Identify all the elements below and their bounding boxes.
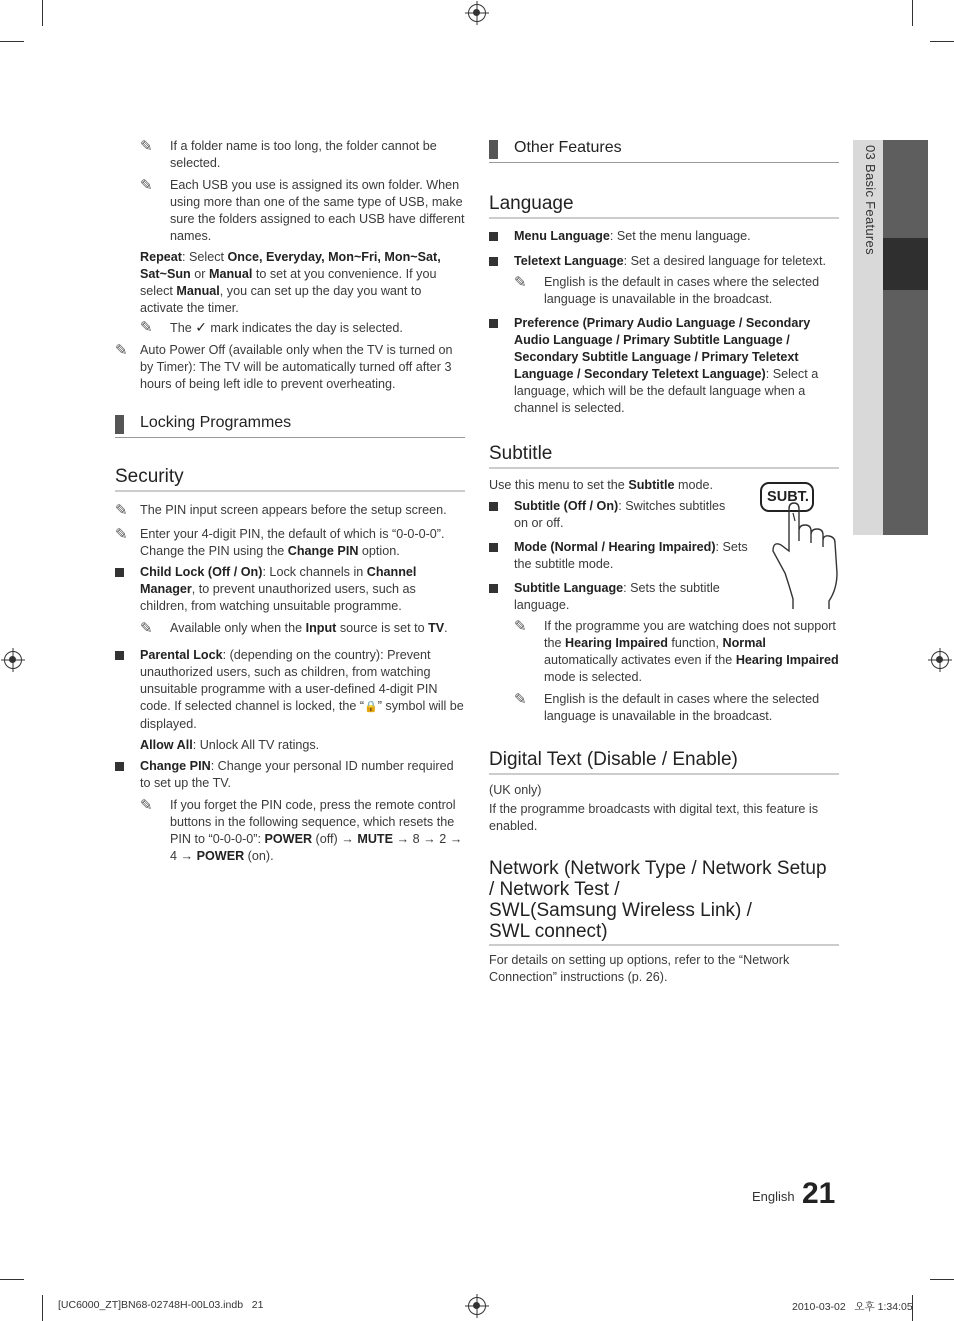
english-default-note-2: ✎ English is the default in cases where the selected language is unavailable in the broadcast. [514, 691, 820, 723]
page-number: 21 [802, 1177, 836, 1210]
crop-mark [42, 1295, 43, 1321]
english-default-note: ✎ English is the default in cases where the selected language is unavailable in the broadcast. [514, 274, 820, 306]
note-icon: ✎ [140, 797, 153, 814]
section-header-other: Other Features [489, 138, 839, 163]
bullet-square [489, 502, 498, 511]
security-title: Security [115, 466, 465, 492]
bullet-square [489, 319, 498, 328]
language-title: Language [489, 193, 839, 219]
section-bar [115, 415, 124, 434]
bullet-square [115, 762, 124, 771]
menu-language-item: Menu Language: Set the menu language. [489, 228, 839, 245]
crop-mark [912, 0, 913, 26]
auto-power-note: ✎ Auto Power Off (available only when the TV is turned on by Timer): The TV will be automatically turned off after 3 hours of being left idle to prevent overheating. [115, 342, 453, 391]
child-lock-item: Child Lock (Off / On): Lock channels in Channel Manager, to prevent unauthorized users, such as children, from watching unsuitable programme. [115, 564, 465, 615]
subtitle-title: Subtitle [489, 443, 839, 469]
note-icon: ✎ [140, 177, 153, 194]
teletext-language-item: Teletext Language: Set a desired language for teletext. [489, 253, 839, 270]
registration-mark-icon [931, 651, 949, 669]
subtitle-onoff-item: Subtitle (Off / On): Switches subtitles on or off. [489, 498, 739, 532]
crop-mark [0, 41, 24, 42]
subt-illustration [759, 481, 841, 611]
forget-pin-note: ✎ If you forget the PIN code, press the remote control buttons in the following sequence, which resets the PIN to “0-0-0-0”: POWER (off) → MUTE → 8 → 2 → 4 → POWER (on). [140, 797, 463, 863]
preference-item: Preference (Primary Audio Language / Secondary Audio Language / Primary Subtitle Language / Secondary Subtitle Language / Primary Teletext Language / Secondary Teletext Language): Select a language, which will be the default language when a channel is selected. [489, 315, 839, 417]
note-icon: ✎ [115, 342, 128, 359]
section-header-locking: Locking Programmes [115, 413, 465, 438]
crop-mark [42, 0, 43, 26]
subtitle-block [489, 477, 839, 725]
right-column [489, 138, 839, 986]
print-timestamp: 2010-03-02 오후 1:34:05 [792, 1301, 913, 1313]
note-icon: ✎ [140, 620, 153, 637]
note-icon: ✎ [140, 319, 153, 336]
note-icon: ✎ [514, 691, 527, 708]
parental-lock-item: Parental Lock: (depending on the country): Prevent unauthorized users, such as children, from watching unsuitable programme with a user-defined 4-digit PIN code. If selected channel is locked, the “🔒” symbol will be displayed. [115, 647, 465, 733]
left-column [115, 138, 465, 865]
subtitle-intro: Use this menu to set the Subtitle mode. [489, 478, 714, 492]
digital-text-title: Digital Text (Disable / Enable) [489, 749, 839, 775]
usb-note: ✎ If a folder name is too long, the folder cannot be selected. [140, 138, 437, 170]
chapter-label: 03 Basic Features [863, 145, 878, 255]
bullet-square [489, 543, 498, 552]
bullet-square [115, 568, 124, 577]
note-icon: ✎ [514, 618, 527, 635]
note-icon: ✎ [115, 502, 128, 519]
bullet-square [489, 257, 498, 266]
subtitle-mode-item: Mode (Normal / Hearing Impaired): Sets the subtitle mode. [489, 539, 754, 573]
digital-text-description: If the programme broadcasts with digital text, this feature is enabled. [489, 802, 818, 833]
change-pin-item: Change PIN: Change your personal ID number required to set up the TV. [115, 758, 465, 792]
note-icon: ✎ [514, 274, 527, 291]
registration-mark-icon [4, 651, 22, 669]
check-mark-note: ✎ The ✓ mark indicates the day is selected. [140, 319, 403, 336]
crop-mark [930, 1279, 954, 1280]
chapter-tab-dark [883, 140, 928, 535]
repeat-paragraph: Repeat: Select Once, Everyday, Mon~Fri, Mon~Sat, Sat~Sun or Manual to set at you convenience. If you select Manual, you can set up the day you want to activate the timer. [140, 250, 441, 315]
bullet-square [115, 651, 124, 660]
security-note: ✎ The PIN input screen appears before the setup screen. [115, 502, 447, 519]
section-bar [489, 140, 498, 159]
network-description: For details on setting up options, refer to the “Network Connection” instructions (p. 26). [489, 953, 790, 984]
usb-note: ✎ Each USB you use is assigned its own folder. When using more than one of the same type of USB, make sure the folders assigned to each USB have different names. [140, 177, 465, 243]
network-title: Network (Network Type / Network Setup / Network Test / SWL(Samsung Wireless Link) / SWL connect) [489, 858, 839, 946]
chapter-tab-marker [883, 238, 928, 290]
input-note: ✎ Available only when the Input source is set to TV. [140, 620, 448, 637]
bullet-square [489, 584, 498, 593]
security-note: ✎ Enter your 4-digit PIN, the default of which is “0-0-0-0”. Change the PIN using the Change PIN option. [115, 526, 445, 558]
subtitle-language-item: Subtitle Language: Sets the subtitle language. [489, 580, 739, 614]
subt-button-label: SUBT. [767, 489, 809, 505]
hearing-impaired-note: ✎ If the programme you are watching does not support the Hearing Impaired function, Normal automatically activates even if the Hearing Impaired mode is selected. [514, 618, 839, 684]
registration-mark-icon [468, 4, 486, 22]
registration-mark-icon [468, 1297, 486, 1315]
crop-mark [0, 1279, 24, 1280]
uk-only: (UK only) [489, 783, 542, 797]
bullet-square [489, 232, 498, 241]
print-file-slug: [UC6000_ZT]BN68-02748H-00L03.indb 21 [58, 1299, 264, 1311]
note-icon: ✎ [140, 138, 153, 155]
note-icon: ✎ [115, 526, 128, 543]
allow-all-paragraph: Allow All: Unlock All TV ratings. [140, 738, 320, 752]
footer-language: English [752, 1189, 795, 1204]
check-mark-icon: ✓ [195, 319, 207, 335]
crop-mark [930, 41, 954, 42]
lock-icon: 🔒 [364, 701, 378, 713]
